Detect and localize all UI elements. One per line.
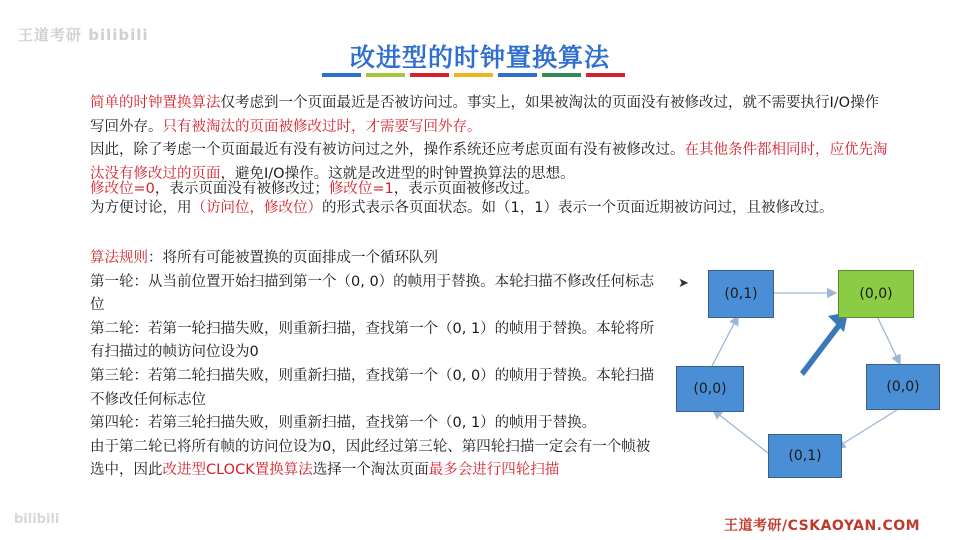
arrow-n5-to-n1 bbox=[712, 316, 738, 366]
rule-round-3: 第三轮：若第二轮扫描失败，则重新扫描，查找第一个（0, 0）的帧用于替换。本轮扫描不修改任何标志位 bbox=[90, 367, 655, 408]
arrow-n3-to-n4 bbox=[836, 408, 900, 448]
highlight-four-rounds: 最多会进行四轮扫描 bbox=[428, 462, 560, 479]
rules-text: ：将所有可能被置换的页面排成一个循环队列 bbox=[148, 250, 438, 266]
arrow-n4-to-n5 bbox=[713, 410, 768, 453]
frame-node-1: (0,1) bbox=[708, 270, 774, 318]
watermark-bottom-left: bilibili bbox=[14, 512, 60, 527]
rules-text: 由于第二轮已将所有帧的访问位设为0，因此经过第三轮、第四轮扫描一定会有一个帧被选中，因此 bbox=[90, 438, 651, 479]
rule-round-1: 第一轮：从当前位置开始扫描到第一个（0, 0）的帧用于替换。本轮扫描不修改任何标志位 bbox=[90, 273, 655, 314]
modify-bit-1: 修改位=1 bbox=[328, 181, 394, 197]
intro-text: ，表示页面被修改过。 bbox=[393, 181, 539, 197]
state-notation: （访问位，修改位） bbox=[191, 200, 322, 216]
intro-text: 为方便讨论，用 bbox=[90, 200, 192, 216]
frame-node-5: (0,0) bbox=[676, 366, 744, 412]
arrow-n2-to-n3 bbox=[876, 314, 900, 364]
slide-title: 改进型的时钟置换算法 bbox=[349, 43, 610, 72]
rules-label: 算法规则 bbox=[90, 250, 148, 266]
frame-node-3: (0,0) bbox=[866, 364, 940, 410]
rule-round-2: 第二轮：若第一轮扫描失败，则重新扫描，查找第一个（0, 1）的帧用于替换。本轮将所有扫描过的帧访问位设为0 bbox=[90, 320, 655, 361]
intro-text: 仅考虑到一个页面最近是否被访问过。事实上，如果被淘汰的页面没有被修改过，就不需要执行I/O操作写回外存。 bbox=[90, 95, 880, 135]
watermark-top-left: 王道考研 bilibili bbox=[18, 26, 149, 44]
modify-bit-0: 修改位=0 bbox=[90, 181, 155, 197]
frame-node-4: (0,1) bbox=[768, 434, 842, 478]
mouse-cursor-icon: ➤ bbox=[678, 276, 689, 291]
term-simple-clock: 简单的时钟置换算法 bbox=[90, 95, 221, 111]
intro-text: 的形式表示各页面状态。如（1，1）表示一个页面近期被访问过，且被修改过。 bbox=[322, 200, 834, 216]
footer-brand: 王道考研/CSKAOYAN.COM bbox=[724, 518, 921, 534]
clock-pointer-arrow bbox=[800, 322, 842, 376]
intro-text: ，避免I/O操作。这就是改进型的时钟置换算法的思想。 bbox=[220, 165, 575, 182]
highlight-writeback: 只有被淘汰的页面被修改过时，才需要写回外存。 bbox=[162, 118, 482, 135]
frame-node-2-current: (0,0) bbox=[838, 270, 914, 318]
intro-text: 因此，除了考虑一个页面最近有没有被访问过之外，操作系统还应考虑页面有没有被修改过。 bbox=[90, 142, 685, 158]
term-improved-clock: 改进型CLOCK置换算法 bbox=[162, 462, 313, 479]
rule-round-4: 第四轮：若第三轮扫描失败，则重新扫描，查找第一个（0, 1）的帧用于替换。 bbox=[90, 415, 597, 432]
intro-text: ，表示页面没有被修改过； bbox=[154, 181, 329, 197]
highlight-priority: 在其他条件都相同时，应优先淘汰没有修改过的页面 bbox=[90, 142, 888, 182]
rules-text: 选择一个淘汰页面 bbox=[312, 462, 429, 479]
